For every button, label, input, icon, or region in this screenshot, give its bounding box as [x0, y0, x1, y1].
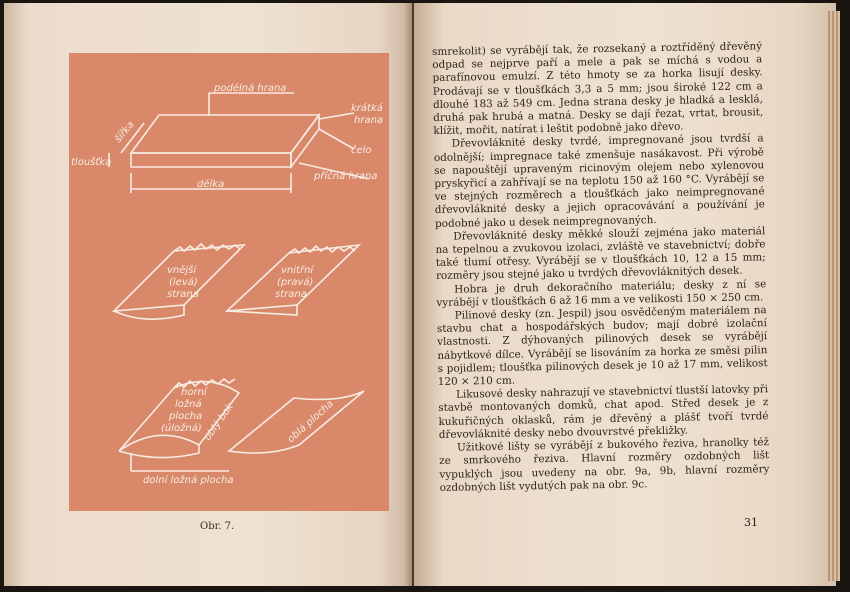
label-end: čelo — [351, 145, 372, 156]
label-inner-1: vnitřní — [281, 265, 314, 276]
label-upper-4: (úložná) — [161, 423, 202, 434]
label-length: délka — [197, 179, 225, 190]
paragraph: Užitkové lišty se vyrábějí z bukového řeziva, hranolky též ze smrkového řeziva. Hlavní rozměry ozdobných lišt vypuklých jsou uvedeny na obr. 9a, 9b, hlavní rozměry ozdobných lišt vydutých pak na obr. 9c. — [439, 436, 770, 494]
label-inner-3: strana — [275, 289, 307, 300]
label-upper-3: plocha — [169, 411, 203, 422]
paragraph: Dřevovláknité desky měkké slouží zejména jako materiál na tepelnou a zvukovou izolaci, zvláště ve stavebnictví; dobře také tlumí otřesy. Vyrábějí se v tloušťkách 10, 12 a 15 mm; rozměry jsou stejné jako u tvrdých dřevovláknitých desek. — [435, 225, 766, 283]
label-rounded-face: oblá plocha — [285, 398, 336, 446]
figure-plate — [69, 53, 389, 511]
board-front-face — [131, 153, 291, 167]
page-number: 31 — [744, 516, 758, 529]
label-short-edge-2: hrana — [354, 115, 384, 126]
paragraph: Pilinové desky (zn. Jespil) jsou osvědčeným materiálem na stavbu chat a hospodářských budov; mají dobré izolační vlastnosti. Z dýhovaných pilinových desek se vyrábějí nábytkové dílce. Vyrábějí se lisováním za horka ze směsi pilin s pojidlem; tloušťka pilinových desek je 10 až 17 mm, velikost 120 × 210 cm. — [436, 304, 768, 389]
label-width: šířka — [112, 119, 137, 145]
label-rounded-side: oblý bok — [202, 401, 236, 443]
label-outer-3: strana — [167, 289, 199, 300]
board-end-face — [291, 115, 319, 167]
page-edges — [828, 11, 840, 581]
board-diagram — [69, 53, 389, 511]
label-cross-edge: příčná hrana — [314, 171, 378, 182]
label-inner-2: (pravá) — [277, 277, 314, 288]
label-thickness: tloušťka — [71, 157, 112, 168]
label-upper-1: horní — [181, 387, 207, 398]
paragraph: Hobra je druh dekoračního materiálu; desky z ní se vyrábějí v tloušťkách 6 až 16 mm a ve velikosti 150 × 250 cm. — [436, 277, 767, 309]
label-short-edge: krátká — [351, 103, 383, 114]
left-page — [4, 3, 412, 586]
paragraph: Likusové desky nahrazují ve stavebnictví tlustší latovky při stavbě montovaných domků, chat apod. Střed desek je z kukuřičných oklasků, rám je dřevěný a plášť tvoří tvrdé dřevovláknité desky nebo dvouvrstvé překližky. — [438, 383, 769, 441]
paragraph: Dřevovláknité desky tvrdé, impregnované jsou tvrdší a odolnější; impregnace také zmenšuje nasákavost. Při výrobě se napouštějí upraveným ricinovým olejem nebo xylenovou pryskyřicí a zahřívají se na teplotu 150 až 160 °C. Vyrábějí se ve stejných rozměrech a tloušťkách jako neimpregnované dřevovláknité desky a jejich opracovávání a používání je podobné jako u desek neimpregnovaných. — [433, 132, 765, 230]
label-lengthwise-edge: podélná hrana — [214, 83, 287, 94]
label-outer-1: vnější — [167, 265, 197, 276]
label-upper-2: ložná — [175, 399, 202, 410]
label-outer-2: (levá) — [169, 277, 198, 288]
body-text — [432, 40, 770, 495]
board-top-face — [131, 115, 319, 153]
paragraph: smrekolit) se vyrábějí tak, že rozsekaný a roztříděný dřevěný odpad se nejprve paří a mele a pak se míchá s vodou a parafínovou emulzí. Z této hmoty se za horka lisují desky. Prodávají se v tloušťkách 3,3 a 5 mm; jsou široké 122 cm a dlouhé 183 až 549 cm. Jedna strana desky je hladká a lesklá, druhá pak hrubá a matná. Desky se dají řezat, vrtat, brousit, klížit, mořit, natírat i leštit podobně jako dřevo. — [432, 40, 764, 138]
label-lower-face: dolní ložná plocha — [143, 475, 234, 486]
figure-caption: Obr. 7. — [200, 521, 235, 532]
